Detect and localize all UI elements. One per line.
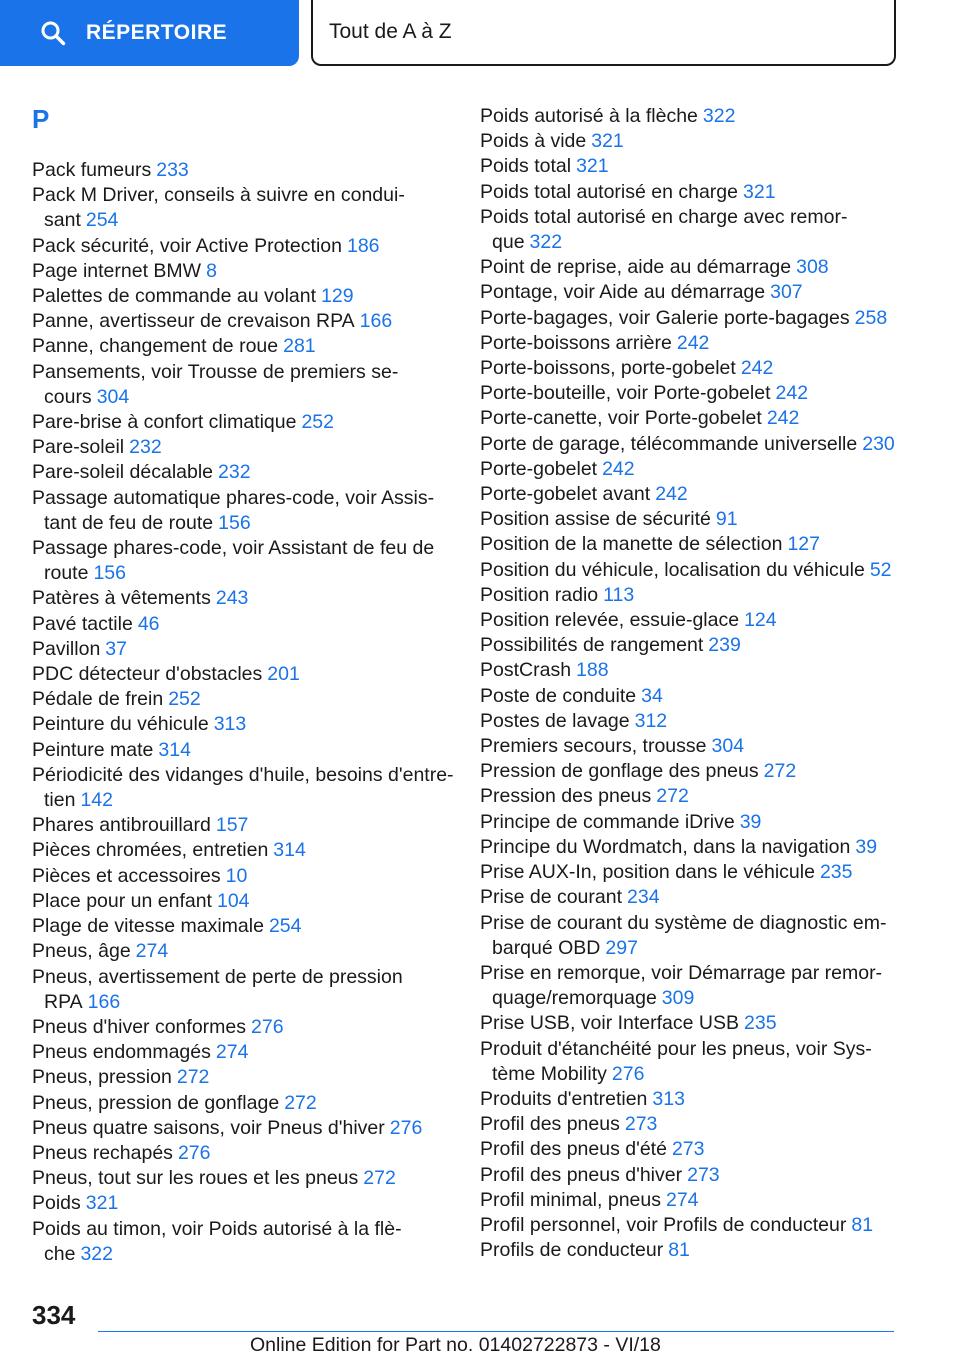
index-entry <box>480 280 920 305</box>
page-reference-link[interactable]: 274 <box>135 940 169 963</box>
index-entry <box>32 838 472 863</box>
index-entry <box>480 1112 920 1137</box>
index-entry-term: Pneus d'hiver conformes <box>32 1015 246 1038</box>
search-icon <box>40 20 66 46</box>
page-reference-link[interactable]: 273 <box>671 1138 705 1161</box>
page-reference-link[interactable]: 273 <box>624 1113 658 1136</box>
index-entry <box>480 457 920 482</box>
index-entry-term: Porte-gobelet <box>480 457 598 480</box>
index-entry <box>480 911 920 961</box>
index-entry <box>32 1217 472 1267</box>
index-entry-term: Peinture mate <box>32 738 154 761</box>
index-entry <box>480 759 920 784</box>
section-letter: P <box>32 104 50 134</box>
index-entry-term: Poids au timon, voir Poids autorisé à la flè‐ che <box>32 1217 402 1265</box>
index-entry <box>32 662 472 687</box>
page-reference-link[interactable]: 81 <box>851 1213 874 1236</box>
page-reference-link[interactable]: 242 <box>766 407 800 430</box>
index-entry-term: Produit d'étanchéité pour les pneus, voir Sys‐ tème Mobility <box>480 1037 872 1085</box>
index-entry-term: Poids total <box>480 155 572 178</box>
index-entry-term: Pare-soleil <box>32 436 125 459</box>
index-entry-term: Porte-bouteille, voir Porte-gobelet <box>480 382 771 405</box>
index-entry <box>32 687 472 712</box>
page-reference-link[interactable]: 276 <box>251 1015 284 1038</box>
index-entry <box>32 965 472 1015</box>
index-entry-term: Prise de courant <box>480 886 622 909</box>
index-entry-term: Palettes de commande au volant <box>32 285 317 308</box>
page-reference-link[interactable]: 52 <box>869 558 892 581</box>
index-entry <box>480 684 920 709</box>
index-entry-term: Pontage, voir Aide au démarrage <box>480 281 766 304</box>
page-reference-link[interactable]: 321 <box>576 155 609 178</box>
page-reference-link[interactable]: 233 <box>156 159 189 181</box>
page-reference-link[interactable]: 37 <box>105 637 127 660</box>
index-entry-term: Pansements, voir Trousse de premiers se‐ cours <box>32 360 399 408</box>
page-reference-link[interactable]: 258 <box>854 306 888 329</box>
index-entry-term: Pneus, tout sur les roues et les pneus <box>32 1167 359 1190</box>
index-entry-term: Pédale de frein <box>32 688 164 711</box>
index-entry <box>32 486 472 536</box>
page-reference-link[interactable]: 304 <box>711 735 745 758</box>
index-entry <box>480 154 920 179</box>
index-entry-term: Poids <box>32 1192 81 1215</box>
index-entry <box>480 1037 920 1087</box>
page-reference-link[interactable]: 309 <box>661 987 695 1010</box>
page-reference-link[interactable]: 322 <box>702 105 736 127</box>
index-entry <box>32 1191 472 1216</box>
index-entry <box>32 234 472 259</box>
page-reference-link[interactable]: 142 <box>80 789 113 812</box>
index-entry <box>32 334 472 359</box>
index-entry-term: Profil des pneus d'été <box>480 1138 667 1161</box>
index-entry <box>32 284 472 309</box>
page-reference-link[interactable]: 313 <box>652 1087 685 1110</box>
index-entry <box>32 1166 472 1191</box>
index-entry-term: Passage phares-code, voir Assistant de feu de route <box>32 537 435 585</box>
index-entry-term: Position radio <box>480 583 599 606</box>
index-entry-term: Pneus, avertissement de perte de pression RPA <box>32 965 403 1013</box>
page-reference-link[interactable]: 157 <box>215 814 249 837</box>
index-entry <box>32 813 472 838</box>
index-entry <box>32 183 472 233</box>
index-entry-term: Profil personnel, voir Profils de conducteur <box>480 1213 847 1236</box>
page-number: 334 <box>32 1300 76 1330</box>
index-entry <box>480 1163 920 1188</box>
page-reference-link[interactable]: 8 <box>206 259 217 282</box>
index-entry <box>32 360 472 410</box>
index-entry <box>32 586 472 611</box>
index-entry-term: Plage de vitesse maximale <box>32 915 264 938</box>
index-entry <box>480 205 920 255</box>
page-reference-link[interactable]: 39 <box>739 810 762 833</box>
index-entry <box>32 889 472 914</box>
index-entry-term: Postes de lavage <box>480 709 630 732</box>
index-entry-term: Produits d'entretien <box>480 1087 648 1110</box>
index-entry <box>480 180 920 205</box>
page-reference-link[interactable]: 274 <box>215 1041 249 1064</box>
page-reference-link[interactable]: 242 <box>655 483 688 506</box>
index-entry <box>480 306 920 331</box>
page-reference-link[interactable]: 276 <box>611 1062 645 1085</box>
page-reference-link[interactable]: 232 <box>218 461 251 484</box>
index-entry-term: Porte de garage, télécommande universelle <box>480 432 858 455</box>
edition-footer: Online Edition for Part no. 01402722873 - VI/18 <box>250 1334 661 1356</box>
page-reference-link[interactable]: 230 <box>862 432 895 455</box>
page-reference-link[interactable]: 188 <box>576 659 609 682</box>
page-reference-link[interactable]: 104 <box>216 889 250 912</box>
page-reference-link[interactable]: 127 <box>787 533 820 556</box>
index-entry <box>480 129 920 154</box>
index-entry <box>480 255 920 280</box>
index-entry-term: Porte-bagages, voir Galerie porte-bagages <box>480 306 850 329</box>
index-entry-term: Pneus endommagés <box>32 1041 211 1064</box>
index-entry-term: Pavé tactile <box>32 612 133 635</box>
index-entry-term: Position relevée, essuie-glace <box>480 609 740 632</box>
page-reference-link[interactable]: 201 <box>267 663 300 686</box>
index-entry-term: Point de reprise, aide au démarrage <box>480 256 792 279</box>
index-entry <box>32 763 472 813</box>
page-reference-link[interactable]: 242 <box>740 357 774 380</box>
index-entry <box>480 784 920 809</box>
page-reference-link[interactable]: 34 <box>641 684 663 707</box>
index-entry <box>32 410 472 435</box>
index-entry <box>32 1091 472 1116</box>
index-entry-term: Pack M Driver, conseils à suivre en condui‐ sant <box>32 184 405 232</box>
index-entry-term: Profils de conducteur <box>480 1239 664 1262</box>
page-reference-link[interactable]: 308 <box>796 256 829 279</box>
page-reference-link[interactable]: 232 <box>129 436 162 459</box>
index-entry <box>32 612 472 637</box>
page-reference-link[interactable]: 276 <box>177 1141 211 1164</box>
index-entry-term: Pneus, pression <box>32 1066 172 1089</box>
index-entry-term: Possibilités de rangement <box>480 634 704 657</box>
index-entry-term: Profil des pneus <box>480 1113 620 1136</box>
index-entry <box>480 1213 920 1238</box>
index-entry-term: Pression des pneus <box>480 785 652 808</box>
page-reference-link[interactable]: 81 <box>668 1239 690 1262</box>
index-entry <box>480 583 920 608</box>
index-entry-term: Patères à vêtements <box>32 587 211 610</box>
page-reference-link[interactable]: 186 <box>346 234 380 257</box>
index-entry <box>480 532 920 557</box>
section-title: Tout de A à Z <box>329 20 452 43</box>
index-entry-term: Poids autorisé à la flèche <box>480 105 698 127</box>
index-entry <box>480 885 920 910</box>
page-reference-link[interactable]: 307 <box>770 281 803 304</box>
page-reference-link[interactable]: 129 <box>321 285 354 308</box>
index-entry <box>480 608 920 633</box>
index-entry <box>32 1015 472 1040</box>
page-reference-link[interactable]: 10 <box>225 864 248 887</box>
index-entry-term: Premiers secours, trousse <box>480 735 707 758</box>
index-entry <box>480 406 920 431</box>
index-entry-term: Poste de conduite <box>480 684 637 707</box>
index-entry-term: Pièces et accessoires <box>32 864 221 887</box>
index-entry <box>480 1137 920 1162</box>
index-entry <box>480 1238 920 1263</box>
index-entry-term: PostCrash <box>480 659 572 682</box>
index-entry-term: Porte-boissons arrière <box>480 331 672 354</box>
page-reference-link[interactable]: 113 <box>603 583 635 606</box>
index-entry <box>32 460 472 485</box>
index-entry-term: Porte-gobelet avant <box>480 483 651 506</box>
index-entry <box>480 331 920 356</box>
page-reference-link[interactable]: 254 <box>268 915 302 938</box>
index-entry <box>32 864 472 889</box>
index-entry <box>32 1040 472 1065</box>
index-entry <box>480 432 920 457</box>
page-reference-link[interactable]: 312 <box>634 709 668 732</box>
index-entry <box>32 309 472 334</box>
index-entry-term: Pack fumeurs <box>32 159 152 181</box>
index-entry <box>480 1188 920 1213</box>
index-entry-term: Peinture du véhicule <box>32 713 209 736</box>
page-reference-link[interactable]: 242 <box>602 457 635 480</box>
page-reference-link[interactable]: 46 <box>137 612 160 635</box>
index-entry-term: Prise USB, voir Interface USB <box>480 1012 740 1035</box>
index-column-left <box>32 102 472 1267</box>
page-reference-link[interactable]: 91 <box>715 508 738 531</box>
page-reference-link[interactable]: 156 <box>93 562 126 585</box>
index-entry-term: Panne, changement de roue <box>32 335 279 358</box>
index-entry-term: Prise de courant du système de diagnostic em‐ barqué OBD <box>480 911 887 959</box>
index-entry-term: Position du véhicule, localisation du véhicule <box>480 558 865 581</box>
page-reference-link[interactable]: 252 <box>168 688 201 711</box>
page-reference-link[interactable]: 272 <box>363 1167 396 1190</box>
page-reference-link[interactable]: 273 <box>687 1163 720 1186</box>
index-list-right <box>480 104 920 1263</box>
page-reference-link[interactable]: 313 <box>213 713 247 736</box>
index-search-tab[interactable] <box>0 0 299 66</box>
index-entry-term: Prise AUX-In, position dans le véhicule <box>480 861 815 884</box>
index-entry <box>32 1116 472 1141</box>
page-reference-link[interactable]: 304 <box>96 385 130 408</box>
index-entry <box>480 961 920 1011</box>
index-entry-term: Pare-brise à confort climatique <box>32 411 297 434</box>
index-entry <box>480 835 920 860</box>
page-reference-link[interactable]: 252 <box>301 411 334 434</box>
page-reference-link[interactable]: 272 <box>176 1066 210 1089</box>
index-entry-term: Principe du Wordmatch, dans la navigation <box>480 835 851 858</box>
index-entry-term: Pression de gonflage des pneus <box>480 760 759 783</box>
index-entry <box>480 482 920 507</box>
index-entry <box>32 158 472 183</box>
index-entry <box>32 1141 472 1166</box>
index-list-left <box>32 158 472 1267</box>
page-reference-link[interactable]: 314 <box>158 738 191 761</box>
page-reference-link[interactable]: 239 <box>708 634 741 657</box>
index-entry-term: Poids total autorisé en charge <box>480 180 738 203</box>
index-entry <box>32 712 472 737</box>
index-entry-term: Place pour un enfant <box>32 889 212 912</box>
index-entry-term: Porte-boissons, porte-gobelet <box>480 357 736 380</box>
index-column-right <box>480 104 920 1263</box>
index-entry-term: Pare-soleil décalable <box>32 461 214 484</box>
index-entry <box>480 104 920 129</box>
page-reference-link[interactable]: 235 <box>744 1012 777 1035</box>
page-reference-link[interactable]: 281 <box>283 335 316 358</box>
index-entry <box>32 1065 472 1090</box>
index-entry-term: Profil des pneus d'hiver <box>480 1163 683 1186</box>
page-reference-link[interactable]: 322 <box>529 231 563 254</box>
index-entry <box>480 507 920 532</box>
page-reference-link[interactable]: 242 <box>775 382 809 405</box>
page-reference-link[interactable]: 235 <box>819 861 853 884</box>
index-entry-term: Porte-canette, voir Porte-gobelet <box>480 407 762 430</box>
index-entry <box>32 536 472 586</box>
page-reference-link[interactable]: 276 <box>389 1116 423 1139</box>
index-entry <box>480 734 920 759</box>
index-entry-term: Pneus rechapés <box>32 1141 173 1164</box>
page-reference-link[interactable]: 234 <box>627 886 660 909</box>
index-entry <box>480 658 920 683</box>
index-entry <box>32 738 472 763</box>
index-entry <box>480 356 920 381</box>
index-entry-term: Principe de commande iDrive <box>480 810 735 833</box>
page-reference-link[interactable]: 39 <box>855 835 878 858</box>
index-entry-term: Poids à vide <box>480 130 587 153</box>
index-entry <box>32 435 472 460</box>
index-entry <box>32 637 472 662</box>
section-title-box <box>311 0 896 66</box>
page-reference-link[interactable]: 321 <box>591 130 624 153</box>
index-entry-term: Panne, avertisseur de crevaison RPA <box>32 310 355 333</box>
index-entry-term: Pneus, pression de gonflage <box>32 1091 280 1114</box>
index-entry <box>32 914 472 939</box>
page-reference-link[interactable]: 274 <box>665 1188 699 1211</box>
page-reference-link[interactable]: 272 <box>763 760 797 783</box>
page-reference-link[interactable]: 166 <box>359 310 393 333</box>
index-entry-term: Prise en remorque, voir Démarrage par remor‐ quage/remorquage <box>480 961 883 1010</box>
page-reference-link[interactable]: 321 <box>85 1192 119 1215</box>
index-entry-term: Page internet BMW <box>32 259 202 282</box>
index-entry <box>32 939 472 964</box>
page-reference-link[interactable]: 242 <box>676 331 710 354</box>
page-reference-link[interactable]: 272 <box>656 785 689 808</box>
index-entry-term: Phares antibrouillard <box>32 814 211 837</box>
index-entry-term: Pavillon <box>32 637 101 660</box>
index-entry <box>480 810 920 835</box>
index-search-label: RÉPERTOIRE <box>86 21 228 44</box>
index-entry <box>480 1087 920 1112</box>
page-reference-link[interactable]: 124 <box>744 609 777 632</box>
index-entry-term: Périodicité des vidanges d'huile, besoins d'entre‐ tien <box>32 763 454 812</box>
index-entry-term: Pack sécurité, voir Active Protection <box>32 234 342 257</box>
index-entry-term: Pièces chromées, entretien <box>32 839 269 862</box>
index-entry-term: Passage automatique phares-code, voir Assis‐ tant de feu de route <box>32 486 435 534</box>
page-reference-link[interactable]: 254 <box>85 209 119 232</box>
page-reference-link[interactable]: 297 <box>605 936 638 959</box>
index-entry <box>480 558 920 583</box>
index-entry-term: Pneus quatre saisons, voir Pneus d'hiver <box>32 1116 385 1139</box>
header <box>0 0 960 66</box>
page-reference-link[interactable]: 156 <box>218 511 251 534</box>
index-entry <box>32 259 472 284</box>
index-entry-term: Poids total autorisé en charge avec remor‐ que <box>480 205 848 254</box>
index-entry-term: Pneus, âge <box>32 940 131 963</box>
index-entry <box>480 709 920 734</box>
footer-divider <box>98 1331 894 1332</box>
page-reference-link[interactable]: 314 <box>273 839 306 862</box>
index-entry-term: Position assise de sécurité <box>480 508 711 531</box>
index-entry-term: Position de la manette de sélection <box>480 533 783 556</box>
index-entry-term: PDC détecteur d'obstacles <box>32 663 263 686</box>
index-entry <box>480 860 920 885</box>
index-entry <box>480 633 920 658</box>
page-reference-link[interactable]: 166 <box>87 990 121 1013</box>
page-reference-link[interactable]: 272 <box>284 1091 317 1114</box>
index-entry <box>480 1011 920 1036</box>
page-reference-link[interactable]: 322 <box>80 1242 113 1265</box>
index-entry <box>480 381 920 406</box>
index-entry-term: Profil minimal, pneus <box>480 1188 661 1211</box>
page-reference-link[interactable]: 321 <box>743 180 776 203</box>
page-reference-link[interactable]: 243 <box>215 587 249 610</box>
